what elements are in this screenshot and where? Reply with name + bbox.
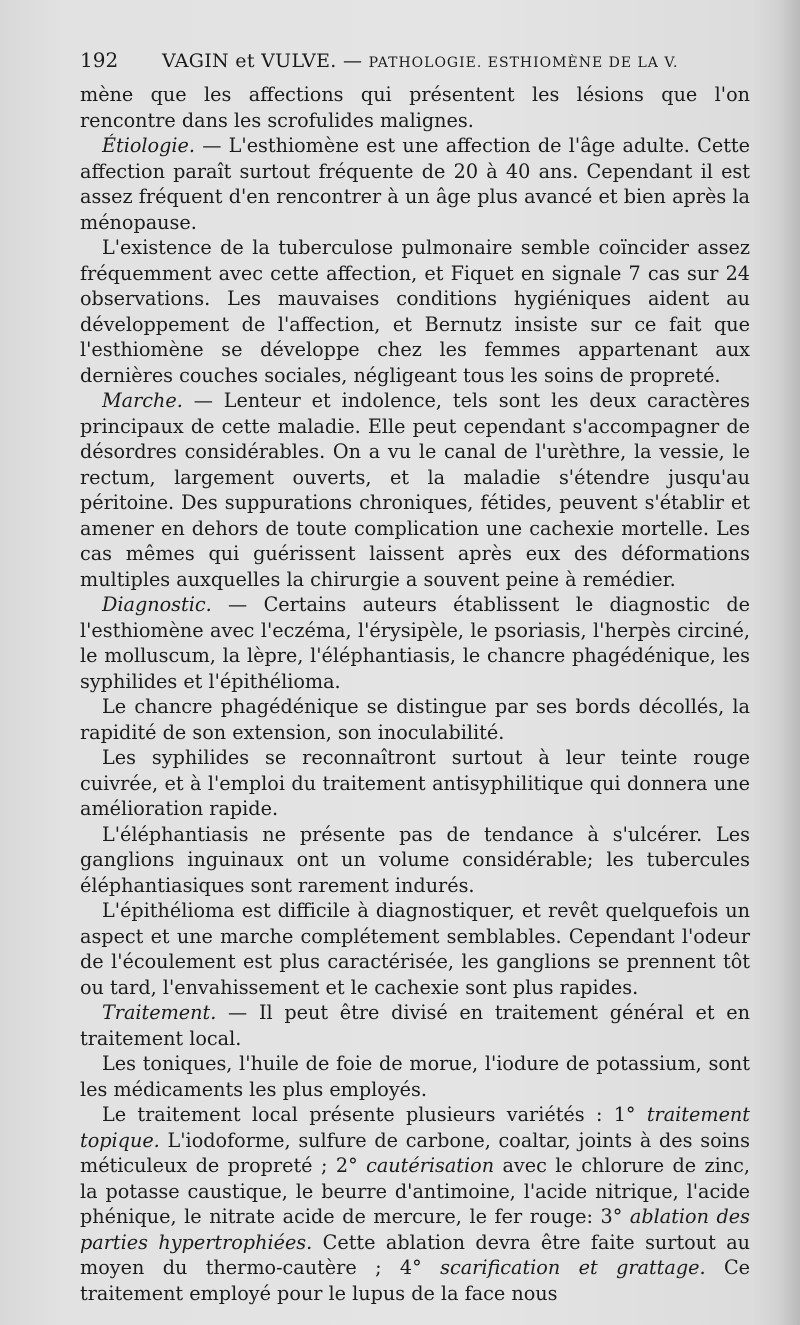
paragraph-text: mène que les affections qui présentent les lésions que l'on rencontre dans les scrofulides malignes. [80, 83, 750, 132]
section-label: Traitement. [102, 1001, 217, 1024]
paragraph-text: avec le chlorure de zinc, la potasse caustique, le beurre d'antimoine, l'acide nitrique, l'acide phénique, le nitrate acide de mercure, le fer rouge: 3° [80, 1154, 750, 1228]
running-title-separator: — [343, 50, 363, 72]
paragraph-text: L'éléphantiasis ne présente pas de tendance à s'ulcérer. Les ganglions inguinaux ont un volume considérable; les tubercules éléphantiasiques sont rarement indurés. [80, 822, 750, 897]
paragraph-text: Les toniques, l'huile de foie de morue, l'iodure de potassium, sont les médicaments les plus employés. [80, 1052, 750, 1101]
section-label: Étiologie. [102, 134, 195, 157]
running-title-main: VAGIN et VULVE. [162, 50, 337, 72]
paragraph-traitement-local [80, 1102, 750, 1306]
paragraph-diagnostic [80, 592, 750, 694]
paragraph-text: L'épithélioma est difficile à diagnostiquer, et revêt quelquefois un aspect et une marche complétement semblables. Cependant l'odeur de l'écoulement est plus caractérisée, les ganglions se prennent tôt ou tard, l'envahissement et le cachexie sont plus rapides. [80, 899, 750, 999]
paragraph-traitement [80, 1000, 750, 1051]
paragraph [80, 898, 750, 1000]
paragraph-text: — Certains auteurs établissent le diagnostic de l'esthiomène avec l'eczéma, l'érysipèle, le psoriasis, l'herpès circiné, le molluscum, la lèpre, l'éléphantiasis, le chancre phagédénique, les syphilides et l'épithélioma. [80, 593, 750, 693]
section-label: Marche. [102, 389, 183, 412]
page-edge-shadow [778, 0, 800, 1325]
emphasis-text: traitement topique. [80, 1103, 750, 1152]
emphasis-text: cautérisation [366, 1154, 495, 1177]
page-number: 192 [80, 48, 119, 72]
paragraph [80, 1051, 750, 1102]
paragraph [80, 745, 750, 822]
running-title [162, 50, 678, 72]
paragraph-text: Ce traitement employé pour le lupus de la face nous [80, 1256, 751, 1305]
paragraph [80, 694, 750, 745]
paragraph [80, 235, 750, 388]
paragraph-marche [80, 388, 750, 592]
paragraph-text: Le traitement local présente plusieurs variétés : 1° [102, 1103, 647, 1126]
paragraph [80, 82, 750, 133]
section-label: Diagnostic. [102, 593, 212, 616]
emphasis-text: scarification et grattage. [440, 1256, 706, 1279]
paragraph [80, 822, 750, 899]
paragraph-text: Le chancre phagédénique se distingue par ses bords décollés, la rapidité de son extension, son inoculabilité. [80, 695, 750, 744]
running-header [80, 48, 750, 72]
paragraph-text: — L'esthiomène est une affection de l'âge adulte. Cette affection paraît surtout fréquente de 20 à 40 ans. Cependant il est assez fréquent d'en rencontrer à un âge plus avancé et bien après la ménopause. [80, 134, 750, 234]
paragraph-text: L'existence de la tuberculose pulmonaire semble coïncider assez fréquemment avec cette affection, et Fiquet en signale 7 cas sur 24 observations. Les mauvaises conditions hygiéniques aident au développement de l'affection, et Bernutz insiste sur ce fait que l'esthiomène se développe chez les femmes appartenant aux dernières couches sociales, négligeant tous les soins de propreté. [80, 236, 750, 387]
paragraph-text: — Lenteur et indolence, tels sont les deux caractères principaux de cette maladie. Elle peut cependant s'accompagner de désordres considérables. On a vu le canal de l'urèthre, la vessie, le rectum, largement ouverts, et la maladie s'étendre jusqu'au péritoine. Des suppurations chroniques, fétides, peuvent s'établir et amener en dehors de toute complication une cachexie mortelle. Les cas mêmes qui guérissent laissent après eux des déformations multiples auxquelles la chirurgie a souvent peine à remédier. [80, 389, 750, 591]
paragraph-text: Cette ablation devra être faite surtout au moyen du thermo-cautère ; 4° [80, 1230, 750, 1279]
body-text [80, 82, 750, 1306]
paragraph-text: Les syphilides se reconnaîtront surtout à leur teinte rouge cuivrée, et à l'emploi du traitement antisyphilitique qui donnera une amélioration rapide. [80, 746, 750, 820]
paragraph-text: L'iodoforme, sulfure de carbone, coaltar, joints à des soins méticuleux de propreté ; 2° [80, 1128, 750, 1177]
emphasis-text: ablation des parties hypertrophiées. [80, 1205, 751, 1254]
paragraph-etiologie [80, 133, 750, 235]
paragraph-text: — Il peut être divisé en traitement général et en traitement local. [80, 1001, 750, 1050]
running-title-section: PATHOLOGIE. ESTHIOMÈNE DE LA V. [368, 55, 679, 71]
